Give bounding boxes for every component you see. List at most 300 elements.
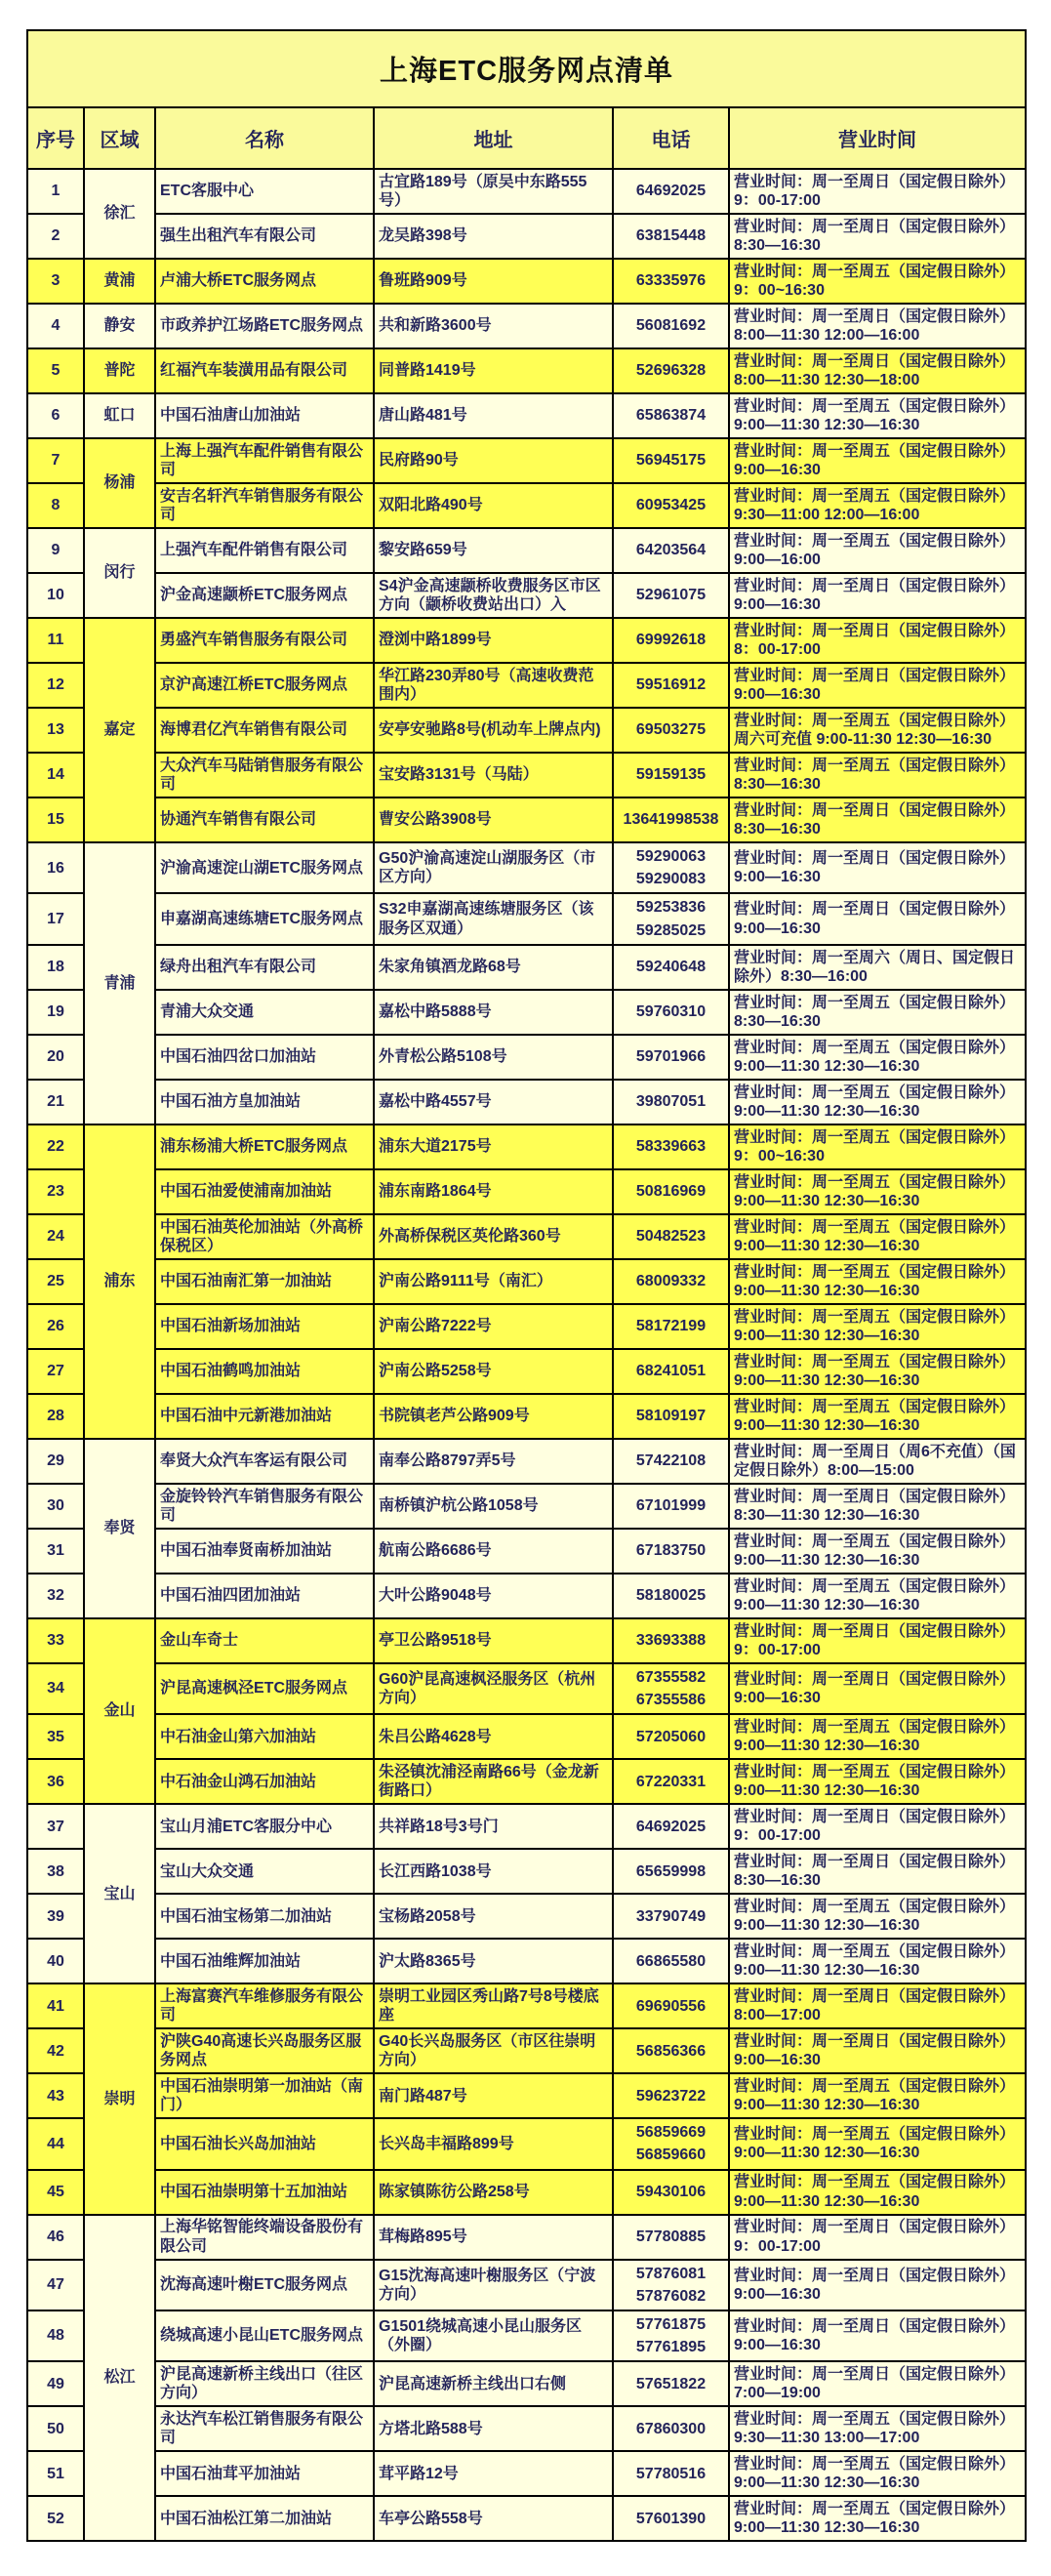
row-number-cell: 44 xyxy=(27,2118,84,2169)
name-cell: 京沪高速江桥ETC服务网点 xyxy=(155,663,374,708)
hours-cell: 营业时间：周一至周五（国定假日除外）9:00—11:30 12:30—16:30 xyxy=(729,1169,1026,1214)
phone-cell xyxy=(613,1714,729,1759)
phone-number: 59430106 xyxy=(635,2183,707,2200)
phone-number: 63335976 xyxy=(635,272,707,290)
phone-cell xyxy=(613,1983,729,2028)
row-number-cell: 43 xyxy=(27,2073,84,2118)
phone-number: 67355586 xyxy=(635,1691,707,1708)
address-cell: 宝安路3131号（马陆） xyxy=(374,753,613,797)
title-cell xyxy=(27,30,1026,107)
hours-cell: 营业时间：周一至周日（国定假日除外）8:30—16:30 xyxy=(729,797,1026,842)
name-cell: 上海富赛汽车维修服务有限公司 xyxy=(155,1983,374,2028)
hours-cell: 营业时间：周一至周日（国定假日除外）8:00—17:00 xyxy=(729,1983,1026,2028)
phone-number: 57651822 xyxy=(635,2375,707,2392)
table-row xyxy=(27,1304,1026,1349)
row-number-cell: 21 xyxy=(27,1080,84,1124)
row-number-cell: 26 xyxy=(27,1304,84,1349)
page-title: 上海ETC服务网点清单 xyxy=(380,56,674,87)
hours-cell: 营业时间：周一至周六（周日、国定假日除外）8:30—16:00 xyxy=(729,945,1026,990)
row-number-cell: 9 xyxy=(27,528,84,573)
table-row xyxy=(27,1663,1026,1714)
phone-number: 56859669 xyxy=(635,2124,707,2142)
row-number-cell: 41 xyxy=(27,1983,84,2028)
row-number-cell: 12 xyxy=(27,663,84,708)
row-number-cell: 42 xyxy=(27,2028,84,2073)
table-row xyxy=(27,1574,1026,1618)
region-cell: 静安 xyxy=(84,304,155,348)
address-cell: 澄浏中路1899号 xyxy=(374,618,613,663)
name-cell: 中国石油方皇加油站 xyxy=(155,1080,374,1124)
hours-cell: 营业时间：周一至周五（国定假日除外）9:00—11:30 12:30—16:30 xyxy=(729,1035,1026,1080)
phone-number: 67101999 xyxy=(635,1497,707,1515)
phone-number: 57876081 xyxy=(635,2265,707,2282)
column-header-2: 名称 xyxy=(155,107,374,169)
phone-cell xyxy=(613,2406,729,2451)
address-cell: 南门路487号 xyxy=(374,2073,613,2118)
name-cell: 中国石油南汇第一加油站 xyxy=(155,1259,374,1304)
phone-number: 67220331 xyxy=(635,1773,707,1790)
phone-number: 59253836 xyxy=(635,899,707,917)
row-number-cell: 31 xyxy=(27,1529,84,1574)
region-cell: 金山 xyxy=(84,1618,155,1804)
name-cell: 中国石油长兴岛加油站 xyxy=(155,2118,374,2169)
hours-cell: 营业时间：周一至周日（国定假日除外）9：00-17:00 xyxy=(729,2215,1026,2260)
phone-cell xyxy=(613,393,729,438)
column-header-3: 地址 xyxy=(374,107,613,169)
phone-number: 59240648 xyxy=(635,959,707,976)
phone-cell xyxy=(613,2170,729,2215)
row-number-cell: 32 xyxy=(27,1574,84,1618)
row-number-cell: 36 xyxy=(27,1759,84,1804)
hours-cell: 营业时间：周一至周五（国定假日除外）9:00—11:30 12:30—16:30 xyxy=(729,2496,1026,2541)
hours-cell: 营业时间：周一至周五（国定假日除外）9:00—11:30 12:30—16:30 xyxy=(729,1759,1026,1804)
hours-cell: 营业时间：周一至周日（国定假日除外）9:00—16:30 xyxy=(729,842,1026,893)
phone-number: 57876082 xyxy=(635,2287,707,2305)
phone-cell xyxy=(613,990,729,1035)
address-cell: 沪南公路9111号（南汇） xyxy=(374,1259,613,1304)
address-cell: 沪南公路5258号 xyxy=(374,1349,613,1394)
region-cell: 奉贤 xyxy=(84,1439,155,1618)
hours-cell: 营业时间：周一至周五（国定假日除外）9:00—11:30 12:30—16:30 xyxy=(729,1304,1026,1349)
name-cell: 沪昆高速枫泾ETC服务网点 xyxy=(155,1663,374,1714)
row-number-cell: 46 xyxy=(27,2215,84,2260)
row-number-cell: 52 xyxy=(27,2496,84,2541)
address-cell: 崇明工业园区秀山路7号8号楼底座 xyxy=(374,1983,613,2028)
table-row xyxy=(27,990,1026,1035)
table-row xyxy=(27,1080,1026,1124)
phone-number: 69503275 xyxy=(635,721,707,739)
row-number-cell: 11 xyxy=(27,618,84,663)
address-cell: 方塔北路588号 xyxy=(374,2406,613,2451)
name-cell: 沈海高速叶榭ETC服务网点 xyxy=(155,2260,374,2310)
row-number-cell: 16 xyxy=(27,842,84,893)
phone-number: 39807051 xyxy=(635,1093,707,1111)
table-row xyxy=(27,1349,1026,1394)
phone-number: 56081692 xyxy=(635,317,707,335)
hours-cell: 营业时间：周一至周五（国定假日除外）9:00—11:30 12:30—16:30 xyxy=(729,1529,1026,1574)
phone-cell xyxy=(613,1849,729,1894)
phone-cell xyxy=(613,2118,729,2169)
hours-cell: 营业时间：周一至周日（国定假日除外）9:00—16:30 xyxy=(729,893,1026,944)
region-cell: 普陀 xyxy=(84,348,155,393)
address-cell: 古宜路189号（原吴中东路555号） xyxy=(374,169,613,214)
name-cell: 青浦大众交通 xyxy=(155,990,374,1035)
name-cell: 中国石油唐山加油站 xyxy=(155,393,374,438)
region-cell: 闵行 xyxy=(84,528,155,618)
name-cell: 中国石油宝杨第二加油站 xyxy=(155,1894,374,1939)
etc-service-table xyxy=(26,29,1027,2542)
region-cell: 虹口 xyxy=(84,393,155,438)
phone-number: 65863874 xyxy=(635,407,707,425)
table-body xyxy=(27,169,1026,2541)
phone-number: 65659998 xyxy=(635,1862,707,1880)
table-row xyxy=(27,618,1026,663)
phone-cell xyxy=(613,1759,729,1804)
phone-number: 68241051 xyxy=(635,1363,707,1380)
hours-cell: 营业时间：周一至周五（国定假日除外）9:00—11:30 12:30—16:30 xyxy=(729,2170,1026,2215)
phone-number: 59290083 xyxy=(635,871,707,888)
address-cell: 朱泾镇沈浦泾南路66号（金龙新街路口） xyxy=(374,1759,613,1804)
phone-cell xyxy=(613,618,729,663)
phone-number: 66865580 xyxy=(635,1952,707,1970)
table-row xyxy=(27,2310,1026,2361)
table-row xyxy=(27,708,1026,753)
table-row xyxy=(27,169,1026,214)
phone-number: 13641998538 xyxy=(623,811,719,829)
hours-cell: 营业时间：周一至周日（国定假日除外）7:00—19:00 xyxy=(729,2361,1026,2406)
phone-cell xyxy=(613,1259,729,1304)
address-cell: S32申嘉湖高速练塘服务区（该服务区双通） xyxy=(374,893,613,944)
phone-number: 59701966 xyxy=(635,1048,707,1066)
phone-cell xyxy=(613,2361,729,2406)
address-cell: 朱吕公路4628号 xyxy=(374,1714,613,1759)
table-row xyxy=(27,1849,1026,1894)
phone-cell xyxy=(613,893,729,944)
name-cell: 中国石油鹤鸣加油站 xyxy=(155,1349,374,1394)
name-cell: 安吉名轩汽车销售服务有限公司 xyxy=(155,483,374,528)
hours-cell: 营业时间：周一至周五（国定假日除外）9:00—11:30 12:30—16:30 xyxy=(729,1939,1026,1983)
phone-cell xyxy=(613,1169,729,1214)
phone-number: 58109197 xyxy=(635,1408,707,1425)
region-cell: 浦东 xyxy=(84,1124,155,1439)
table-row xyxy=(27,348,1026,393)
address-cell: 外高桥保税区英伦路360号 xyxy=(374,1214,613,1259)
table-row xyxy=(27,2028,1026,2073)
hours-cell: 营业时间：周一至周五（国定假日除外）9:00—11:30 12:30—16:30 xyxy=(729,1894,1026,1939)
row-number-cell: 6 xyxy=(27,393,84,438)
phone-number: 59290063 xyxy=(635,848,707,865)
phone-number: 67183750 xyxy=(635,1542,707,1560)
phone-cell xyxy=(613,2073,729,2118)
row-number-cell: 48 xyxy=(27,2310,84,2361)
name-cell: ETC客服中心 xyxy=(155,169,374,214)
address-cell: 沪昆高速新桥主线出口右侧 xyxy=(374,2361,613,2406)
row-number-cell: 17 xyxy=(27,893,84,944)
hours-cell: 营业时间：周一至周五（国定假日除外）8:30—16:30 xyxy=(729,753,1026,797)
table-row xyxy=(27,1214,1026,1259)
row-number-cell: 18 xyxy=(27,945,84,990)
table-row xyxy=(27,528,1026,573)
hours-cell: 营业时间：周一至周日（周6不充值）（国定假日除外）8:00—15:00 xyxy=(729,1439,1026,1484)
hours-cell: 营业时间：周一至周日（国定假日除外）9:00—16:30 xyxy=(729,2028,1026,2073)
row-number-cell: 5 xyxy=(27,348,84,393)
name-cell: 中国石油奉贤南桥加油站 xyxy=(155,1529,374,1574)
table-row xyxy=(27,842,1026,893)
region-cell: 徐汇 xyxy=(84,169,155,259)
region-cell: 黄浦 xyxy=(84,259,155,304)
row-number-cell: 3 xyxy=(27,259,84,304)
phone-number: 68009332 xyxy=(635,1273,707,1290)
name-cell: 市政养护江场路ETC服务网点 xyxy=(155,304,374,348)
region-cell: 宝山 xyxy=(84,1804,155,1983)
phone-cell xyxy=(613,438,729,483)
address-cell: 茸平路12号 xyxy=(374,2451,613,2496)
table-row xyxy=(27,2496,1026,2541)
phone-number: 33693388 xyxy=(635,1632,707,1650)
row-number-cell: 22 xyxy=(27,1124,84,1169)
address-cell: 长兴岛丰福路899号 xyxy=(374,2118,613,2169)
table-row xyxy=(27,797,1026,842)
hours-cell: 营业时间：周一至周五（国定假日除外）9:00—11:30 12:30—16:30 xyxy=(729,1259,1026,1304)
table-row xyxy=(27,2118,1026,2169)
name-cell: 中国石油中元新港加油站 xyxy=(155,1394,374,1439)
name-cell: 勇盛汽车销售服务有限公司 xyxy=(155,618,374,663)
phone-number: 52696328 xyxy=(635,362,707,380)
row-number-cell: 15 xyxy=(27,797,84,842)
name-cell: 中国石油新场加油站 xyxy=(155,1304,374,1349)
row-number-cell: 38 xyxy=(27,1849,84,1894)
phone-number: 57422108 xyxy=(635,1452,707,1470)
phone-number: 57780516 xyxy=(635,2465,707,2482)
table-row xyxy=(27,1759,1026,1804)
table-row xyxy=(27,304,1026,348)
address-cell: 黎安路659号 xyxy=(374,528,613,573)
table-row xyxy=(27,663,1026,708)
hours-cell: 营业时间：周一至周五（国定假日除外）8:30—16:30 xyxy=(729,990,1026,1035)
address-cell: 亭卫公路9518号 xyxy=(374,1618,613,1663)
name-cell: 中国石油崇明第一加油站（南门） xyxy=(155,2073,374,2118)
table-row xyxy=(27,2073,1026,2118)
address-cell: 唐山路481号 xyxy=(374,393,613,438)
table-row xyxy=(27,1394,1026,1439)
address-cell: 陈家镇陈彷公路258号 xyxy=(374,2170,613,2215)
region-cell: 崇明 xyxy=(84,1983,155,2214)
hours-cell: 营业时间：周一至周日（国定假日除外）8:00—11:30 12:30—18:00 xyxy=(729,348,1026,393)
phone-number: 67355582 xyxy=(635,1668,707,1686)
name-cell: 红福汽车装潢用品有限公司 xyxy=(155,348,374,393)
phone-number: 57601390 xyxy=(635,2510,707,2527)
hours-cell: 营业时间：周一至周日（国定假日除外）8:00—11:30 12:00—16:00 xyxy=(729,304,1026,348)
row-number-cell: 27 xyxy=(27,1349,84,1394)
phone-cell xyxy=(613,259,729,304)
name-cell: 中国石油松江第二加油站 xyxy=(155,2496,374,2541)
row-number-cell: 25 xyxy=(27,1259,84,1304)
phone-cell xyxy=(613,304,729,348)
name-cell: 宝山月浦ETC客服分中心 xyxy=(155,1804,374,1849)
phone-number: 57205060 xyxy=(635,1728,707,1745)
name-cell: 沪渝高速淀山湖ETC服务网点 xyxy=(155,842,374,893)
row-number-cell: 29 xyxy=(27,1439,84,1484)
name-cell: 中国石油维辉加油站 xyxy=(155,1939,374,1983)
address-cell: 共和新路3600号 xyxy=(374,304,613,348)
address-cell: 双阳北路490号 xyxy=(374,483,613,528)
phone-cell xyxy=(613,753,729,797)
address-cell: 外青松公路5108号 xyxy=(374,1035,613,1080)
region-cell: 松江 xyxy=(84,2215,155,2542)
row-number-cell: 7 xyxy=(27,438,84,483)
row-number-cell: 35 xyxy=(27,1714,84,1759)
name-cell: 申嘉湖高速练塘ETC服务网点 xyxy=(155,893,374,944)
row-number-cell: 50 xyxy=(27,2406,84,2451)
address-cell: 华江路230弄80号（高速收费范围内） xyxy=(374,663,613,708)
row-number-cell: 33 xyxy=(27,1618,84,1663)
table-row xyxy=(27,1124,1026,1169)
address-cell: 曹安公路3908号 xyxy=(374,797,613,842)
hours-cell: 营业时间：周一至周日（国定假日除外）9：00-17:00 xyxy=(729,1804,1026,1849)
table-row xyxy=(27,1939,1026,1983)
address-cell: 沪太路8365号 xyxy=(374,1939,613,1983)
phone-cell xyxy=(613,2260,729,2310)
address-cell: 同普路1419号 xyxy=(374,348,613,393)
name-cell: 宝山大众交通 xyxy=(155,1849,374,1894)
address-cell: 沪南公路7222号 xyxy=(374,1304,613,1349)
phone-number: 64692025 xyxy=(635,183,707,200)
hours-cell: 营业时间：周一至周五（国定假日除外）9:00—11:30 12:30—16:30 xyxy=(729,1214,1026,1259)
row-number-cell: 2 xyxy=(27,214,84,259)
phone-number: 57780885 xyxy=(635,2228,707,2245)
phone-cell xyxy=(613,2028,729,2073)
row-number-cell: 51 xyxy=(27,2451,84,2496)
region-cell: 青浦 xyxy=(84,842,155,1124)
phone-number: 58172199 xyxy=(635,1318,707,1335)
address-cell: 航南公路6686号 xyxy=(374,1529,613,1574)
address-cell: 南桥镇沪杭公路1058号 xyxy=(374,1484,613,1529)
phone-number: 67860300 xyxy=(635,2420,707,2437)
name-cell: 金旋铃铃汽车销售服务有限公司 xyxy=(155,1484,374,1529)
row-number-cell: 19 xyxy=(27,990,84,1035)
name-cell: 中国石油四团加油站 xyxy=(155,1574,374,1618)
hours-cell: 营业时间：周一至周五（国定假日除外）9:00—11:30 12:30—16:30 xyxy=(729,2118,1026,2169)
phone-number: 64203564 xyxy=(635,542,707,559)
column-header-5: 营业时间 xyxy=(729,107,1026,169)
table-row xyxy=(27,2406,1026,2451)
hours-cell: 营业时间：周一至周五（国定假日除外）9:00—11:30 12:30—16:30 xyxy=(729,1394,1026,1439)
table-row xyxy=(27,1894,1026,1939)
phone-number: 56945175 xyxy=(635,452,707,470)
phone-cell xyxy=(613,1894,729,1939)
name-cell: 协通汽车销售有限公司 xyxy=(155,797,374,842)
row-number-cell: 45 xyxy=(27,2170,84,2215)
hours-cell: 营业时间：周一至周日（国定假日除外）9：00-17:00 xyxy=(729,169,1026,214)
column-header-0: 序号 xyxy=(27,107,84,169)
row-number-cell: 47 xyxy=(27,2260,84,2310)
phone-number: 59760310 xyxy=(635,1003,707,1021)
column-header-1: 区域 xyxy=(84,107,155,169)
hours-cell: 营业时间：周一至周五（国定假日除外）9:00—16:00 xyxy=(729,528,1026,573)
hours-cell: 营业时间：周一至周五（国定假日除外）周六可充值 9:00-11:30 12:30—16:30 xyxy=(729,708,1026,753)
row-number-cell: 40 xyxy=(27,1939,84,1983)
phone-number: 56859660 xyxy=(635,2147,707,2164)
hours-cell: 营业时间：周一至周五（国定假日除外）9:00—11:30 12:30—16:30 xyxy=(729,1080,1026,1124)
address-cell: 民府路90号 xyxy=(374,438,613,483)
phone-cell xyxy=(613,1349,729,1394)
address-cell: G1501绕城高速小昆山服务区（外圈） xyxy=(374,2310,613,2361)
row-number-cell: 1 xyxy=(27,169,84,214)
address-cell: 浦东南路1864号 xyxy=(374,1169,613,1214)
phone-cell xyxy=(613,1529,729,1574)
row-number-cell: 39 xyxy=(27,1894,84,1939)
hours-cell: 营业时间：周一至周日（国定假日除外）8:30—16:30 xyxy=(729,1849,1026,1894)
name-cell: 中国石油四岔口加油站 xyxy=(155,1035,374,1080)
phone-cell xyxy=(613,842,729,893)
phone-cell xyxy=(613,1663,729,1714)
title-row xyxy=(27,30,1026,107)
name-cell: 绕城高速小昆山ETC服务网点 xyxy=(155,2310,374,2361)
table-row xyxy=(27,1714,1026,1759)
phone-number: 59285025 xyxy=(635,921,707,939)
address-cell: G50沪渝高速淀山湖服务区（市区方向） xyxy=(374,842,613,893)
row-number-cell: 10 xyxy=(27,573,84,618)
table-row xyxy=(27,2361,1026,2406)
name-cell: 中国石油爱使浦南加油站 xyxy=(155,1169,374,1214)
phone-cell xyxy=(613,1035,729,1080)
table-row xyxy=(27,2215,1026,2260)
table-row xyxy=(27,1484,1026,1529)
table-row xyxy=(27,214,1026,259)
row-number-cell: 8 xyxy=(27,483,84,528)
row-number-cell: 30 xyxy=(27,1484,84,1529)
name-cell: 绿舟出租汽车有限公司 xyxy=(155,945,374,990)
table-row xyxy=(27,393,1026,438)
hours-cell: 营业时间：周一至周五（国定假日除外）9：00~16:30 xyxy=(729,259,1026,304)
region-cell: 嘉定 xyxy=(84,618,155,842)
address-cell: G15沈海高速叶榭服务区（宁波方向） xyxy=(374,2260,613,2310)
hours-cell: 营业时间：周一至周五（国定假日除外）9:00—11:30 12:30—16:30 xyxy=(729,2073,1026,2118)
phone-cell xyxy=(613,1939,729,1983)
phone-number: 56856366 xyxy=(635,2042,707,2060)
hours-cell: 营业时间：周一至周日（国定假日除外）9:00—16:30 xyxy=(729,663,1026,708)
name-cell: 中国石油崇明第十五加油站 xyxy=(155,2170,374,2215)
phone-cell xyxy=(613,1618,729,1663)
address-cell: 车亭公路558号 xyxy=(374,2496,613,2541)
name-cell: 上海华铭智能终端设备股份有限公司 xyxy=(155,2215,374,2260)
row-number-cell: 20 xyxy=(27,1035,84,1080)
phone-cell xyxy=(613,1439,729,1484)
hours-cell: 营业时间：周一至周日（国定假日除外）8：00-17:00 xyxy=(729,618,1026,663)
name-cell: 大众汽车马陆销售服务有限公司 xyxy=(155,753,374,797)
address-cell: 龙吴路398号 xyxy=(374,214,613,259)
phone-number: 60953425 xyxy=(635,497,707,514)
phone-cell xyxy=(613,1124,729,1169)
row-number-cell: 14 xyxy=(27,753,84,797)
hours-cell: 营业时间：周一至周五（国定假日除外）9:00—11:30 12:30—16:30 xyxy=(729,1574,1026,1618)
name-cell: 中国石油英伦加油站（外高桥保税区） xyxy=(155,1214,374,1259)
table-row xyxy=(27,438,1026,483)
table-row xyxy=(27,893,1026,944)
table-row xyxy=(27,1804,1026,1849)
hours-cell: 营业时间：周一至周五（国定假日除外）9：00~16:30 xyxy=(729,1124,1026,1169)
row-number-cell: 28 xyxy=(27,1394,84,1439)
address-cell: 大叶公路9048号 xyxy=(374,1574,613,1618)
table-row xyxy=(27,1035,1026,1080)
phone-number: 58180025 xyxy=(635,1587,707,1605)
name-cell: 中国石油茸平加油站 xyxy=(155,2451,374,2496)
row-number-cell: 23 xyxy=(27,1169,84,1214)
name-cell: 海博君亿汽车销售有限公司 xyxy=(155,708,374,753)
name-cell: 永达汽车松江销售服务有限公司 xyxy=(155,2406,374,2451)
region-cell: 杨浦 xyxy=(84,438,155,528)
phone-cell xyxy=(613,348,729,393)
